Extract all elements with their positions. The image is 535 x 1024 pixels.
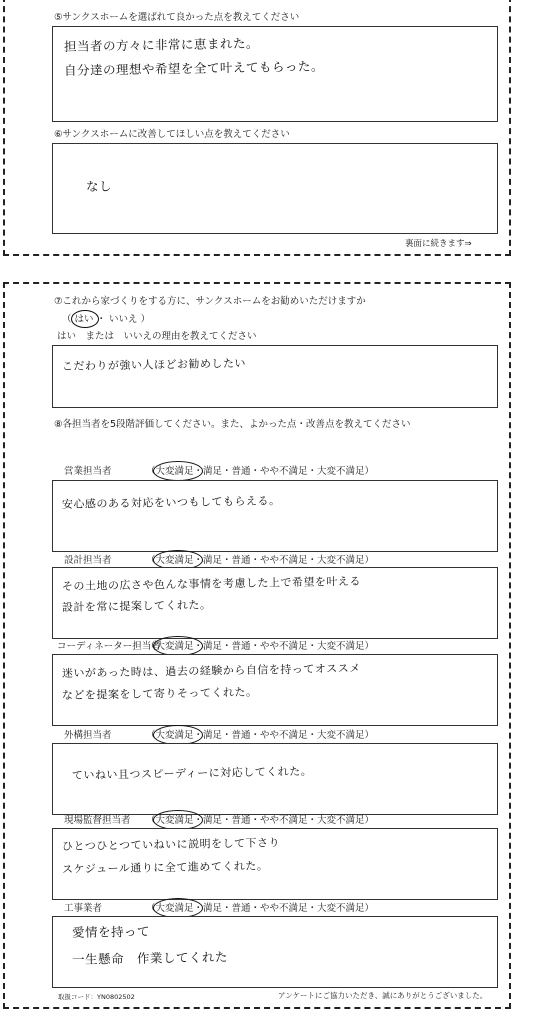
answer-coordinator-line2: などを提案をして寄りそってくれた。 [61, 685, 258, 702]
q7-options: （ はい ・ いいえ ） [62, 314, 151, 325]
answer-7: こだわりが強い人ほどお勧めしたい [61, 356, 247, 373]
question-6: ⑥サンクスホームに改善してほしい点を教えてください [54, 129, 290, 140]
answer-contractor-line2: 一生懸命 作業してくれた [71, 949, 229, 967]
answer-design-line1: その土地の広さや色んな事情を考慮した上で希望を叶える [61, 574, 362, 593]
role-design: 設計担当者 [64, 555, 112, 566]
answer-site-supervisor-line1: ひとつひとつていねいに説明をして下さり [61, 836, 281, 853]
role-sales: 営業担当者 [64, 466, 112, 477]
rating-scale: （大変満足・満足・普通・やや不満足・大変不満足） [146, 466, 375, 477]
answer-box-6 [52, 143, 498, 234]
question-8: ⑧各担当者を5段階評価してください。また、よかった点・改善点を教えてください [54, 419, 411, 430]
thanks-message: アンケートにご協力いただき、誠にありがとうございました。 [278, 991, 488, 1000]
rating-scale: （大変満足・満足・普通・やや不満足・大変不満足） [146, 730, 375, 741]
selected-rating-circle [153, 461, 203, 481]
answer-6: なし [85, 178, 113, 194]
question-5: ⑤サンクスホームを選ばれて良かった点を教えてください [54, 12, 300, 23]
answer-design-line2: 設計を常に提案してくれた。 [61, 598, 212, 614]
question-7: ⑦これから家づくりをする方に、サンクスホームをお勧めいただけますか [54, 296, 366, 307]
q7-yes-circle [71, 310, 99, 328]
continue-note: 裏面に続きます⇒ [405, 239, 472, 249]
answer-coordinator-line1: 迷いがあった時は、過去の経験から自信を持ってオススメ [61, 661, 361, 680]
role-coordinator: コーディネーター担当者 [57, 641, 161, 652]
answer-site-supervisor-line2: スケジュール通りに全て進めてくれた。 [61, 859, 269, 876]
selected-rating-circle [153, 898, 203, 918]
selected-rating-circle [153, 636, 203, 656]
rating-scale: （大変満足・満足・普通・やや不満足・大変不満足） [146, 815, 375, 826]
selected-rating-circle [153, 725, 203, 745]
answer-5-line1: 担当者の方々に非常に恵まれた。 [63, 35, 260, 54]
role-contractor: 工事業者 [64, 903, 103, 914]
role-site-supervisor: 現場監督担当者 [64, 815, 131, 826]
answer-box-7 [52, 345, 498, 408]
answer-sales-line1: 安心感のある対応をいつもしてもらえる。 [61, 494, 281, 511]
answer-5-line2: 自分達の理想や希望を全て叶えてもらった。 [63, 58, 325, 78]
answer-exterior-line1: ていねい且つスピーディーに対応してくれた。 [71, 764, 313, 782]
answer-contractor-line1: 愛情を持って [71, 923, 151, 940]
rating-scale: （大変満足・満足・普通・やや不満足・大変不満足） [146, 555, 375, 566]
selected-rating-circle [153, 810, 203, 830]
answer-box-sales [52, 480, 498, 552]
form-code: 取扱コード：YN0802502 [58, 993, 135, 1001]
rating-scale: （大変満足・満足・普通・やや不満足・大変不満足） [146, 641, 375, 652]
role-exterior: 外構担当者 [64, 730, 112, 741]
q7-reason-prompt: はい または いいえの理由を教えてください [57, 331, 257, 342]
rating-scale: （大変満足・満足・普通・やや不満足・大変不満足） [146, 903, 375, 914]
